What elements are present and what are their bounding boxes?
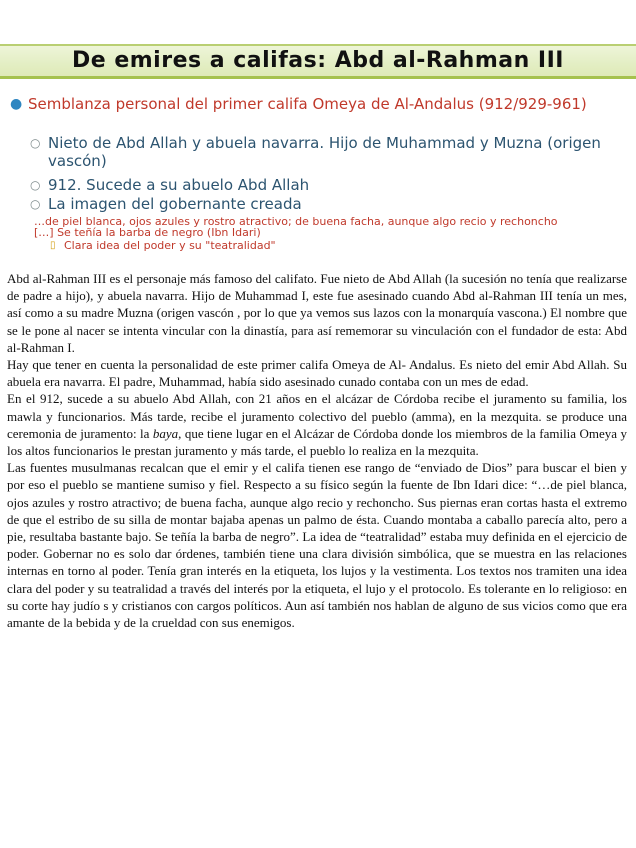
bullet-dot-icon: ● (10, 96, 23, 112)
bullet-main-text: Semblanza personal del primer califa Omeya de Al-Andalus (912/929-961) (28, 95, 587, 113)
bullet-ring-icon: ○ (30, 136, 41, 150)
notes-paragraph-1: Abd al-Rahman III es el personaje más famoso del califato. Fue nieto de Abd Allah (la sucesión no tenía que realizarse de padre a hijo), y abuela navarra. Hijo de Muhammad I, este fue asesinado cuando Abd al-Rahman III tenía un mes, así como a su madre Muzna (origen vascón , por lo que ya vemos sus lazos con la monarquía vascona.) El nombre que se le pone al nacer se intenta vincular con la dinastía, para así rememorar su vinculación con el fundador de esta: Abd al-Rahman I. (7, 271, 627, 355)
notes-baya-term: baya (152, 425, 179, 441)
notes-paragraph-3-part-1: En el 912, sucede a su abuelo Abd Allah, con 21 años en el alcázar de Córdoba recibe el juramento su familia, los mawla y funcionarios. Más tarde, recibe el juramento colectivo del pueblo (amma), en la mezquita. se produce una ceremonia de juramento: la (7, 391, 627, 441)
slide-title: De emires a califas: Abd al-Rahman III (72, 48, 564, 73)
bullet-sub-1-text: Nieto de Abd Allah y abuela navarra. Hijo de Muhammad y Muzna (origen vascón) (48, 134, 601, 170)
speaker-notes (7, 270, 627, 631)
bullet-ring-icon: ○ (30, 197, 41, 211)
bullet-sub-3-text: La imagen del gobernante creada (48, 195, 302, 213)
bullet-ring-icon: ○ (30, 178, 41, 192)
title-bar (0, 44, 636, 79)
bullet-sub-3c-text: Clara idea del poder y su "teatralidad" (64, 239, 276, 252)
slide-thumbnail (0, 0, 636, 250)
notes-paragraph-2: Hay que tener en cuenta la personalidad de este primer califa Omeya de Al- Andalus. Es nieto del emir Abd Allah. Su abuela era navarra. El padre, Muhammad, había sido asesinado cunado contaba con un mes de edad. (7, 357, 627, 390)
notes-paragraph-4: Las fuentes musulmanas recalcan que el emir y el califa tienen ese rango de “enviado de Dios” para buscar el bien y por eso el pueblo se mantiene sumiso y fiel. Respecto a su físico según la fuente de Ibn Idari dice: “…de piel blanca, ojos azules y rostro atractivo; de buena facha, aunque algo recio y rechoncho. Sus piernas eran cortas hasta el extremo de que el estribo de su silla de montar bajaba apenas un palmo de ésta. Cuando montaba a caballo parecía alto, pero a pie, resultaba bastante bajo. Se teñía la barba de negro”. La idea de “teatralidad” estaba muy definida en el ejercicio de poder. Gobernar no es solo dar órdenes, también tiene una clara división simbólica, que se muestra en las relaciones internas en torno al poder. Tenía gran interés en la etiqueta, los lujos y la vestimenta. Los textos nos tramiten una idea clara del poder y su teatralidad a través del interés por la etiqueta, el lujo y el protocolo. Es tolerante en lo religioso: en su corte hay judío s y cristianos con cargos políticos. Aun así también nos hablan de alguno de sus vicios como que era amante de la bebida y de la crueldad con sus enemigos. (7, 460, 627, 631)
notes-paragraph-3 (7, 390, 627, 459)
bullet-quote-2: […] Se teñía la barba de negro (Ibn Idari) (34, 226, 261, 239)
bullet-sub-2-text: 912. Sucede a su abuelo Abd Allah (48, 176, 310, 194)
bullet-quote-1: …de piel blanca, ojos azules y rostro atractivo; de buena facha, aunque algo recio y rechoncho (34, 215, 558, 228)
bullet-square-icon: ▯ (50, 240, 56, 251)
notes-paragraph-3-part-2: , que tiene lugar en el Alcázar de Córdoba donde los miembros de la familia Omeya y los altos funcionarios le prestan juramento y más tarde, el pueblo lo realiza en la mezquita. (7, 425, 627, 459)
